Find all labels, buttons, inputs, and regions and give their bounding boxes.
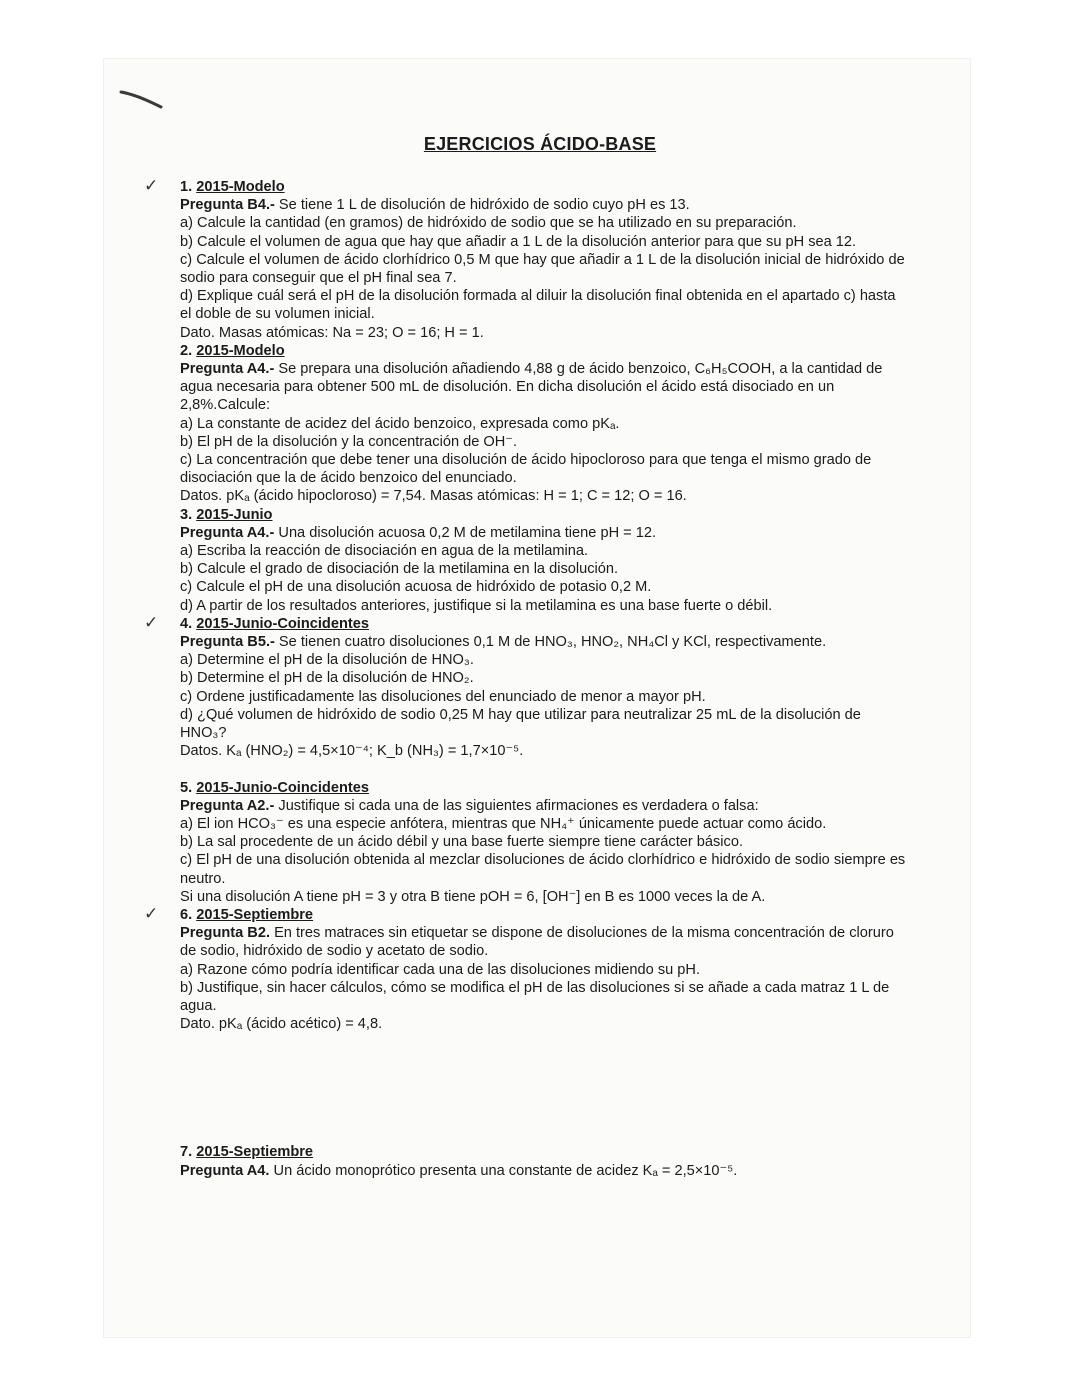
exercise-header — [180, 906, 910, 924]
question-item: a) La constante de acidez del ácido benzoico, expresada como pKₐ. — [180, 415, 620, 432]
spacer — [180, 761, 910, 779]
exercise-header — [180, 342, 910, 360]
exercise-source: 2015-Junio — [196, 506, 273, 523]
check-mark: ✓ — [144, 612, 159, 632]
question-intro: Pregunta A4. Un ácido monoprótico presenta una constante de acidez Kₐ = 2,5×10⁻⁵. — [180, 1162, 738, 1179]
question-item: b) El pH de la disolución y la concentración de OH⁻. — [180, 433, 518, 450]
exercise-source: 2015-Septiembre — [196, 1144, 314, 1161]
question-item: b) Calcule el volumen de agua que hay que añadir a 1 L de la disolución anterior para que su pH sea 12. — [180, 233, 857, 250]
exercise-number: 2. — [180, 342, 193, 359]
exercise-source: 2015-Junio-Coincidentes — [196, 779, 369, 796]
exercise-header — [180, 779, 910, 797]
question-intro: Pregunta B2. En tres matraces sin etiquetar se dispone de disoluciones de la misma concentración de cloruro de sodio, hidróxido de sodio y acetato de sodio. — [180, 925, 894, 960]
exercise-4 — [144, 612, 910, 761]
pen-mark — [119, 88, 163, 110]
exercise-1 — [144, 176, 910, 342]
data-note: Datos. Kₐ (HNO₂) = 4,5×10⁻⁴; K_b (NH₃) = 1,7×10⁻⁵. — [180, 743, 524, 760]
page-title: EJERCICIOS ÁCIDO-BASE — [423, 134, 657, 154]
question-item: Si una disolución A tiene pH = 3 y otra B tiene pOH = 6, [OH⁻] en B es 1000 veces la de A. — [180, 888, 766, 905]
question-intro: Pregunta A4.- Una disolución acuosa 0,2 M de metilamina tiene pH = 12. — [180, 524, 657, 541]
exercise-number: 7. — [180, 1144, 193, 1161]
exercise-source: 2015-Junio-Coincidentes — [196, 615, 369, 632]
exercise-source: 2015-Modelo — [196, 342, 285, 359]
exercise-number: 5. — [180, 779, 193, 796]
spacer — [180, 1033, 910, 1143]
question-label: Pregunta B5.- — [180, 634, 275, 651]
exercise-number: 1. — [180, 179, 193, 195]
exercise-header — [180, 178, 910, 196]
question-item: d) A partir de los resultados anteriores, justifique si la metilamina es una base fuerte o débil. — [180, 597, 773, 614]
question-item: a) Escriba la reacción de disociación en agua de la metilamina. — [180, 543, 589, 560]
question-label: Pregunta A4.- — [180, 361, 275, 378]
question-intro: Pregunta B5.- Se tienen cuatro disoluciones 0,1 M de HNO₃, HNO₂, NH₄Cl y KCl, respectivamente. — [180, 634, 827, 651]
exercise-number: 4. — [180, 615, 193, 632]
question-item: c) Calcule el pH de una disolución acuosa de hidróxido de potasio 0,2 M. — [180, 579, 652, 596]
question-item: c) Ordene justificadamente las disoluciones del enunciado de menor a mayor pH. — [180, 688, 706, 705]
exercise-5 — [180, 779, 910, 906]
question-intro: Pregunta A4.- Se prepara una disolución añadiendo 4,88 g de ácido benzoico, C₆H₅COOH, a la cantidad de agua necesaria para obtener 500 mL de disolución. En dicha disolución el ácido está disociado en un 2,8%.Calcule: — [180, 361, 883, 414]
question-item: c) El pH de una disolución obtenida al mezclar disoluciones de ácido clorhídrico e hidróxido de sodio siempre es neutro. — [180, 852, 906, 887]
question-label: Pregunta B4.- — [180, 197, 275, 214]
exercise-header — [180, 1143, 910, 1161]
question-item: a) Calcule la cantidad (en gramos) de hidróxido de sodio que se ha utilizado en su preparación. — [180, 215, 797, 232]
exercise-source: 2015-Septiembre — [196, 906, 314, 923]
question-label: Pregunta B2. — [180, 925, 271, 942]
question-item: b) Calcule el grado de disociación de la metilamina en la disolución. — [180, 561, 619, 578]
exercise-number: 3. — [180, 506, 193, 523]
exercise-7 — [180, 1143, 910, 1179]
question-intro: Pregunta B4.- Se tiene 1 L de disolución de hidróxido de sodio cuyo pH es 13. — [180, 197, 690, 214]
question-item: a) El ion HCO₃⁻ es una especie anfótera, mientras que NH₄⁺ únicamente puede actuar como ácido. — [180, 815, 827, 832]
question-item: b) Justifique, sin hacer cálculos, cómo se modifica el pH de las disoluciones si se añade a cada matraz 1 L de agua. — [180, 979, 890, 1014]
exercise-source: 2015-Modelo — [196, 179, 285, 195]
exercise-3 — [180, 506, 910, 615]
question-label: Pregunta A4.- — [180, 524, 275, 541]
question-item: c) La concentración que debe tener una disolución de ácido hipocloroso para que tenga el mismo grado de disociación que la de ácido benzoico del enunciado. — [180, 452, 872, 487]
question-item: a) Razone cómo podría identificar cada una de las disoluciones midiendo su pH. — [180, 961, 701, 978]
question-intro: Pregunta A2.- Justifique si cada una de las siguientes afirmaciones es verdadera o falsa: — [180, 797, 759, 814]
question-item: a) Determine el pH de la disolución de HNO₃. — [180, 652, 474, 669]
check-mark: ✓ — [144, 903, 159, 923]
data-note: Dato. Masas atómicas: Na = 23; O = 16; H = 1. — [180, 324, 484, 341]
data-note: Dato. pKₐ (ácido acético) = 4,8. — [180, 1016, 383, 1033]
exercise-6 — [144, 903, 910, 1033]
question-item: b) Determine el pH de la disolución de HNO₂. — [180, 670, 474, 687]
check-mark: ✓ — [144, 176, 159, 195]
data-note: Datos. pKₐ (ácido hipocloroso) = 7,54. Masas atómicas: H = 1; C = 12; O = 16. — [180, 488, 687, 505]
exercise-2 — [180, 342, 910, 506]
question-item: d) ¿Qué volumen de hidróxido de sodio 0,25 M hay que utilizar para neutralizar 25 mL de la disolución de HNO₃? — [180, 706, 861, 742]
question-item: b) La sal procedente de un ácido débil y una base fuerte siempre tiene carácter básico. — [180, 834, 744, 851]
question-item: c) Calcule el volumen de ácido clorhídrico 0,5 M que hay que añadir a 1 L de la disolución inicial de hidróxido de sodio para conseguir que el pH final sea 7. — [180, 251, 905, 287]
exercise-header — [180, 506, 910, 524]
exercise-list — [144, 176, 910, 1180]
question-label: Pregunta A4. — [180, 1162, 270, 1179]
question-item: d) Explique cuál será el pH de la disolución formada al diluir la disolución final obtenida en el apartado c) hasta el doble de su volumen inicial. — [180, 288, 896, 323]
exercise-header — [180, 615, 910, 633]
exercise-number: 6. — [180, 906, 193, 923]
question-label: Pregunta A2.- — [180, 797, 275, 814]
